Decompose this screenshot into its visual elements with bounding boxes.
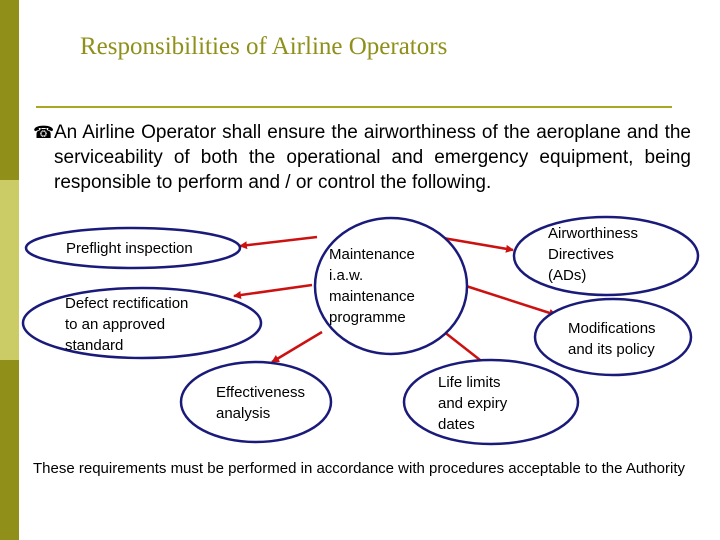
node-airworthiness-label: [548, 223, 638, 286]
life-limits-line-2: and expiry: [438, 395, 508, 412]
center-node-label: [329, 244, 415, 328]
preflight-line-1: Preflight inspection: [66, 240, 193, 257]
center-line-3: maintenance: [329, 288, 415, 305]
center-line-1: Maintenance: [329, 246, 415, 263]
telephone-icon: ☎: [33, 123, 55, 142]
defect-line-3: standard: [65, 337, 124, 354]
airworthiness-line-3: (ADs): [548, 267, 587, 284]
node-effectiveness-label: [216, 382, 305, 424]
center-line-4: programme: [329, 309, 406, 326]
footer-note: These requirements must be performed in accordance with procedures acceptable to the Authority: [33, 460, 686, 477]
arrow-to-defect: [234, 285, 312, 296]
modifications-line-1: Modifications: [568, 320, 656, 337]
node-preflight-label: [66, 238, 193, 259]
life-limits-line-3: dates: [438, 416, 475, 433]
arrow-to-effectiveness: [272, 332, 322, 362]
modifications-line-2: and its policy: [568, 341, 655, 358]
airworthiness-line-1: Airworthiness: [548, 225, 639, 242]
slide-title: Responsibilities of Airline Operators: [80, 33, 448, 60]
effectiveness-line-2: analysis: [216, 405, 271, 422]
node-defect-label: [65, 293, 188, 356]
airworthiness-line-2: Directives: [548, 246, 614, 263]
defect-line-1: Defect rectification: [65, 295, 189, 312]
life-limits-line-1: Life limits: [438, 374, 501, 391]
bullet-text: An Airline Operator shall ensure the airworthiness of the aeroplane and the serviceability of both the operational and emergency equipment, being responsible to perform and / or control the following.: [54, 122, 691, 193]
center-line-2: i.a.w.: [329, 267, 364, 284]
arrow-to-preflight: [240, 237, 317, 246]
node-life-limits-label: [438, 372, 507, 435]
effectiveness-line-1: Effectiveness: [216, 384, 305, 401]
arrow-to-modifications: [466, 286, 556, 315]
node-modifications-label: [568, 318, 656, 360]
defect-line-2: to an approved: [65, 316, 166, 333]
